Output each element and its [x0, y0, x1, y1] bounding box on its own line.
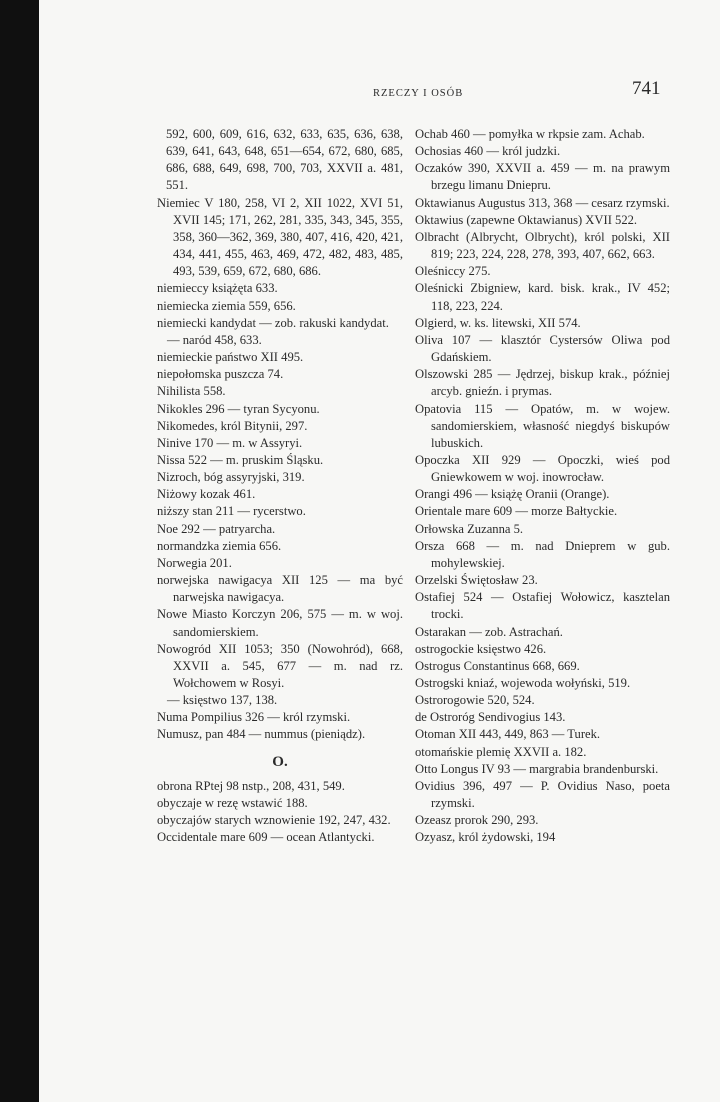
index-entry: Numusz, pan 484 — nummus (pieniądz). — [157, 727, 366, 742]
index-entry: 592, 600, 609, 616, 632, 633, 635, 636, 638, 639, 641, 643, 648, 651—654, 672, 680, 685, 686, 688, 649, 698, 700, 703, XXVII a. 481, 551. — [166, 127, 403, 193]
index-entry: niemieckie państwo XII 495. — [157, 350, 304, 365]
index-entry: Noe 292 — patryarcha. — [157, 521, 276, 536]
index-entry: Opoczka XII 929 — Opoczki, wieś pod Gniewkowem w woj. inowrocław. — [415, 452, 670, 485]
index-entry: Oliva 107 — klasztór Cystersów Oliwa pod Gdańskiem. — [415, 332, 670, 365]
index-entry: Nowogród XII 1053; 350 (Nowohród), 668, XXVII a. 545, 677 — m. nad rz. Wołchowem w Rosyi. — [157, 641, 403, 690]
index-entry: Ozyasz, król żydowski, 194 — [415, 830, 556, 845]
index-entry: niemiecki kandydat — zob. rakuski kandydat. — [157, 315, 389, 330]
index-entry: Oktawianus Augustus 313, 368 — cesarz rzymski. — [415, 195, 670, 210]
index-entry: Niżowy kozak 461. — [157, 487, 256, 502]
index-entry: Nikomedes, król Bitynii, 297. — [157, 418, 308, 433]
index-entry: niższy stan 211 — rycerstwo. — [157, 504, 306, 519]
index-entry: otomańskie plemię XXVII a. 182. — [415, 744, 587, 759]
index-entry: Ostrorogowie 520, 524. — [415, 693, 535, 708]
index-column-left — [157, 126, 403, 846]
index-entry: obyczajów starych wznowienie 192, 247, 432. — [157, 812, 391, 827]
index-entry: Otto Longus IV 93 — margrabia brandenburski. — [415, 761, 659, 776]
index-entry: Oleśniccy 275. — [415, 264, 491, 279]
page-number: 741 — [632, 78, 661, 99]
index-entry: norwejska nawigacya XII 125 — ma być narwejska nawigacya. — [157, 573, 403, 605]
index-entry: Orłowska Zuzanna 5. — [415, 521, 524, 536]
index-entry: Ostrogus Constantinus 668, 669. — [415, 658, 580, 673]
index-entry: Ostrogski kniaź, wojewoda wołyński, 519. — [415, 676, 631, 690]
index-entry: Orangi 496 — książę Oranii (Orange). — [415, 487, 610, 502]
index-entry: Nihilista 558. — [157, 384, 226, 399]
index-entry: Ninive 170 — m. w Assyryi. — [157, 435, 303, 450]
index-entry: ostrogockie księstwo 426. — [415, 641, 547, 656]
index-entry: — naród 458, 633. — [167, 332, 262, 347]
index-entry: Oczaków 390, XXVII a. 459 — m. na prawym brzegu limanu Dniepru. — [415, 161, 670, 193]
index-entry: obyczaje w rezę wstawić 188. — [157, 795, 308, 810]
running-head: RZECZY I OSÓB — [373, 88, 464, 99]
index-entry: Oktawius (zapewne Oktawianus) XVII 522. — [415, 212, 638, 227]
index-column-right — [415, 126, 670, 847]
index-entry: Olgierd, w. ks. litewski, XII 574. — [415, 315, 581, 330]
index-entry: normandzka ziemia 656. — [157, 538, 282, 553]
index-entry: Norwegia 201. — [157, 555, 232, 570]
index-entry: Olszowski 285 — Jędrzej, biskup krak., później arcyb. gnieźn. i prymas. — [415, 367, 670, 399]
index-entry: Ovidius 396, 497 — P. Ovidius Naso, poeta rzymski. — [415, 778, 670, 811]
index-entry: niemiecka ziemia 559, 656. — [157, 298, 296, 313]
page-binding-edge — [0, 0, 39, 1102]
index-entry: de Ostroróg Sendivogius 143. — [415, 710, 566, 725]
index-entry: Ochosias 460 — król judzki. — [415, 144, 561, 159]
index-entry: Opatovia 115 — Opatów, m. w wojew. sandomierskiem, własność niegdyś biskupów lubuskich. — [415, 401, 670, 450]
index-entry: niemieccy książęta 633. — [157, 281, 278, 296]
index-entry: Ostafiej 524 — Ostafiej Wołowicz, kasztelan trocki. — [415, 590, 670, 622]
index-entry: obrona RPtej 98 nstp., 208, 431, 549. — [157, 778, 345, 793]
index-entry: Orzelski Świętosław 23. — [415, 573, 538, 588]
index-entry: Olbracht (Albrycht, Olbrycht), król polski, XII 819; 223, 224, 228, 278, 393, 407, 662, 663. — [415, 229, 670, 262]
index-entry: Niemiec V 180, 258, VI 2, XII 1022, XVI 51, XVII 145; 171, 262, 281, 335, 343, 345, 355, 358, 360—362, 369, 380, 407, 416, 420, 421, 434, 441, 455, 463, 469, 472, 482, 483, 485, 493, 539, 659, 672, 680, 686. — [157, 195, 403, 279]
index-entry: Nizroch, bóg assyryjski, 319. — [157, 470, 305, 485]
index-entry: Nissa 522 — m. pruskim Śląsku. — [157, 452, 324, 467]
index-entry: Numa Pompilius 326 — król rzymski. — [157, 710, 351, 725]
index-entry: Ozeasz prorok 290, 293. — [415, 813, 539, 828]
index-entry: Orientale mare 609 — morze Bałtyckie. — [415, 504, 618, 519]
index-entry: Nowe Miasto Korczyn 206, 575 — m. w woj. sandomierskiem. — [157, 607, 403, 639]
index-entry: Otoman XII 443, 449, 863 — Turek. — [415, 727, 601, 742]
index-entry: niepołomska puszcza 74. — [157, 367, 284, 382]
index-entry: Ochab 460 — pomyłka w rkpsie zam. Achab. — [415, 127, 645, 141]
index-entry: — księstwo 137, 138. — [167, 693, 278, 708]
index-entry: Ostarakan — zob. Astrachań. — [415, 624, 563, 639]
index-entry: Oleśnicki Zbigniew, kard. bisk. krak., IV 452; 118, 223, 224. — [415, 281, 670, 313]
section-letter: O. — [272, 753, 288, 770]
index-entry: Nikokles 296 — tyran Sycyonu. — [157, 401, 320, 416]
index-entry: Occidentale mare 609 — ocean Atlantycki. — [157, 830, 375, 845]
index-entry: Orsza 668 — m. nad Dnieprem w gub. mohylewskiej. — [415, 538, 670, 570]
